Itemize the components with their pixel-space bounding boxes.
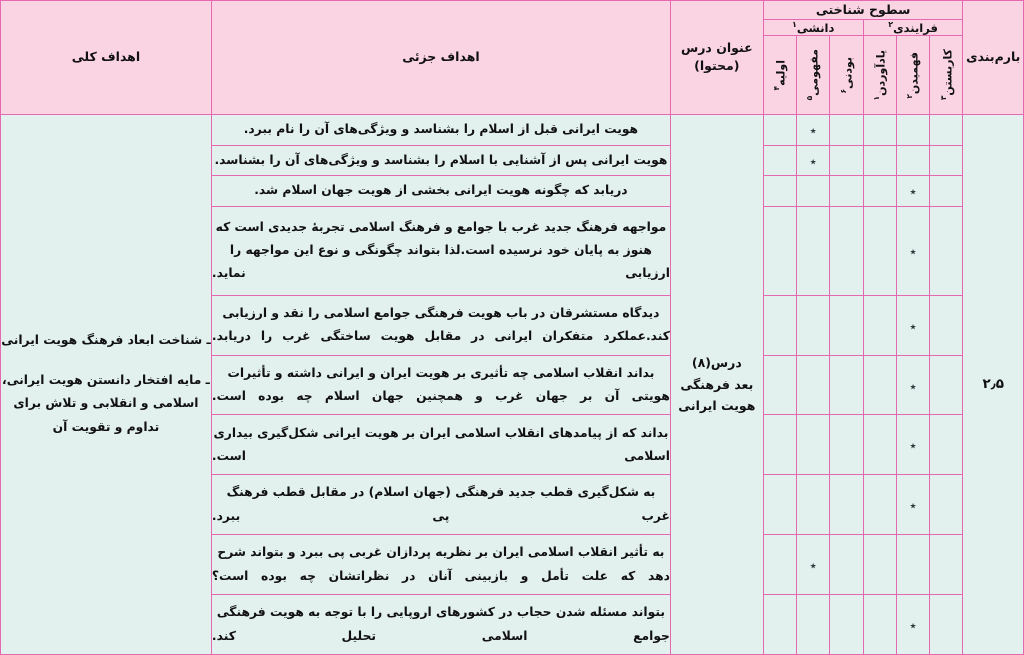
level-mark-cell-fahmidan[interactable] <box>896 145 929 176</box>
header-level-avvaliyeh-label: اولیه <box>774 59 788 86</box>
level-mark-cell-budani[interactable] <box>830 145 863 176</box>
level-mark-cell-avvaliyeh[interactable] <box>763 355 796 415</box>
overall-goal-bullet-1: ـ شناخت ابعاد فرهنگ هویت ایرانی <box>1 332 211 347</box>
level-mark-cell-karbastan[interactable] <box>930 475 963 535</box>
level-mark-asterisk: ٭ <box>809 124 817 140</box>
partial-goal-cell: به تأثیر انقلاب اسلامی ایران بر نظریه پردازان غربی پی ببرد و بتواند شرح دهد که علت تأمل و بازبینی آنان در نظراتشان چه بوده است؟ <box>211 535 670 595</box>
partial-goal-cell: بداند انقلاب اسلامی چه تأثیری بر هویت ایران و ایرانی داشته و تأثیرات هویتی آن بر جهان غرب و همچنین جهان اسلام چه بوده است. <box>211 355 670 415</box>
header-lesson-title-line1: عنوان درس <box>680 40 753 56</box>
header-lesson-title <box>670 1 763 115</box>
header-group-daneshi-label: دانشی <box>796 20 835 35</box>
lesson-title-cell <box>670 114 763 654</box>
barm-bandi-value: ۲٫۵ <box>963 114 1024 654</box>
level-mark-cell-fahmidan[interactable] <box>896 206 929 295</box>
level-mark-cell-fahmidan[interactable] <box>896 535 929 595</box>
level-mark-cell-mafhumi[interactable] <box>797 415 830 475</box>
header-level-fahmidan <box>896 35 929 114</box>
level-mark-cell-mafhumi[interactable] <box>797 145 830 176</box>
level-mark-asterisk: ٭ <box>909 319 917 335</box>
level-mark-cell-mafhumi[interactable] <box>797 535 830 595</box>
level-mark-cell-fahmidan[interactable] <box>896 355 929 415</box>
header-overall-goals: اهداف کلی <box>1 1 212 115</box>
level-mark-cell-mafhumi[interactable] <box>797 595 830 655</box>
header-level-budani-label: بودنی <box>841 56 855 89</box>
header-level-mafhumi-sup: ۵ <box>805 96 815 101</box>
level-mark-cell-fahmidan[interactable] <box>896 295 929 355</box>
level-mark-cell-avvaliyeh[interactable] <box>763 535 796 595</box>
header-barm-bandi: بارم‌بندی <box>963 1 1024 115</box>
header-level-yadavardan-rotated <box>864 36 896 114</box>
header-level-karbastan-label: کاربستن <box>941 49 955 96</box>
level-mark-cell-avvaliyeh[interactable] <box>763 114 796 145</box>
level-mark-asterisk: ٭ <box>809 559 817 575</box>
level-mark-cell-avvaliyeh[interactable] <box>763 176 796 207</box>
lesson-title-line-1: درس(۸) <box>691 354 742 370</box>
level-mark-cell-yadavardan[interactable] <box>863 176 896 207</box>
header-level-yadavardan-sup: ۱ <box>871 95 881 101</box>
level-mark-cell-yadavardan[interactable] <box>863 355 896 415</box>
level-mark-cell-budani[interactable] <box>830 595 863 655</box>
level-mark-cell-yadavardan[interactable] <box>863 145 896 176</box>
table-body <box>1 114 1024 654</box>
level-mark-asterisk: ٭ <box>909 499 917 515</box>
header-level-fahmidan-rotated <box>897 36 929 114</box>
header-lesson-title-line2: (محتوا) <box>694 58 740 74</box>
level-mark-asterisk: ٭ <box>909 379 917 395</box>
header-level-yadavardan-label: یادآوردن <box>874 49 888 96</box>
partial-goal-cell: دریابد که چگونه هویت ایرانی بخشی از هویت جهان اسلام شد. <box>211 176 670 207</box>
level-mark-cell-avvaliyeh[interactable] <box>763 206 796 295</box>
header-group-farayandi <box>863 20 963 36</box>
table-row <box>1 114 1024 145</box>
level-mark-cell-fahmidan[interactable] <box>896 415 929 475</box>
level-mark-cell-karbastan[interactable] <box>930 114 963 145</box>
header-level-budani-sup: ۶ <box>838 88 848 94</box>
level-mark-cell-yadavardan[interactable] <box>863 535 896 595</box>
header-partial-goals: اهداف جزئی <box>211 1 670 115</box>
header-level-karbastan <box>930 35 963 114</box>
level-mark-cell-budani[interactable] <box>830 355 863 415</box>
header-level-avvaliyeh <box>763 35 796 114</box>
partial-goal-cell: دیدگاه مستشرقان در باب هویت فرهنگی جوامع اسلامی را نقد و ارزیابی کند.عملکرد متفکران ایرانی در مقابل هویت ساختگی غرب را دریابد. <box>211 295 670 355</box>
overall-goals-cell <box>1 114 212 654</box>
level-mark-cell-karbastan[interactable] <box>930 595 963 655</box>
level-mark-cell-budani[interactable] <box>830 206 863 295</box>
level-mark-asterisk: ٭ <box>909 185 917 201</box>
header-level-fahmidan-sup: ۲ <box>905 93 915 99</box>
level-mark-cell-budani[interactable] <box>830 114 863 145</box>
level-mark-cell-avvaliyeh[interactable] <box>763 475 796 535</box>
level-mark-cell-yadavardan[interactable] <box>863 595 896 655</box>
header-level-avvaliyeh-sup: ۴ <box>772 85 782 91</box>
level-mark-cell-budani[interactable] <box>830 415 863 475</box>
level-mark-cell-karbastan[interactable] <box>930 295 963 355</box>
level-mark-cell-avvaliyeh[interactable] <box>763 145 796 176</box>
header-group-farayandi-label: فرایندی <box>893 20 938 35</box>
header-cognitive-levels: سطوح شناختی <box>763 1 963 20</box>
level-mark-cell-budani[interactable] <box>830 295 863 355</box>
level-mark-cell-avvaliyeh[interactable] <box>763 295 796 355</box>
partial-goal-cell: هویت ایرانی پس از آشنایی با اسلام را بشناسد و ویژگی‌های آن را بشناسد. <box>211 145 670 176</box>
level-mark-cell-mafhumi[interactable] <box>797 206 830 295</box>
header-level-mafhumi-rotated <box>797 36 829 114</box>
level-mark-cell-budani[interactable] <box>830 535 863 595</box>
header-level-budani-rotated <box>830 36 862 114</box>
lesson-title-line-2: بعد فرهنگی <box>680 376 754 392</box>
level-mark-cell-fahmidan[interactable] <box>896 176 929 207</box>
level-mark-cell-avvaliyeh[interactable] <box>763 415 796 475</box>
level-mark-cell-budani[interactable] <box>830 475 863 535</box>
header-level-yadavardan <box>863 35 896 114</box>
level-mark-cell-avvaliyeh[interactable] <box>763 595 796 655</box>
header-group-farayandi-sup: ۲ <box>888 20 894 30</box>
level-mark-cell-mafhumi[interactable] <box>797 475 830 535</box>
partial-goal-cell: مواجهه فرهنگ جدید غرب با جوامع و فرهنگ اسلامی تجربهٔ جدیدی است که هنوز به پایان خود نرسیده است.لذا بتواند چگونگی و نوع این مواجهه را ارزیابی نماید. <box>211 206 670 295</box>
level-mark-asterisk: ٭ <box>909 439 917 455</box>
level-mark-cell-yadavardan[interactable] <box>863 206 896 295</box>
level-mark-cell-karbastan[interactable] <box>930 176 963 207</box>
level-mark-cell-mafhumi[interactable] <box>797 295 830 355</box>
level-mark-cell-budani[interactable] <box>830 176 863 207</box>
level-mark-cell-fahmidan[interactable] <box>896 475 929 535</box>
header-row-1 <box>1 1 1024 20</box>
level-mark-cell-mafhumi[interactable] <box>797 355 830 415</box>
partial-goal-cell: به شکل‌گیری قطب جدید فرهنگی (جهان اسلام) در مقابل قطب فرهنگ غرب پی ببرد. <box>211 475 670 535</box>
partial-goal-cell: بتواند مسئله شدن حجاب در کشورهای اروپایی را با توجه به هویت فرهنگی جوامع اسلامی تحلیل کند. <box>211 595 670 655</box>
table-header <box>1 1 1024 115</box>
level-mark-cell-mafhumi[interactable] <box>797 176 830 207</box>
header-level-budani <box>830 35 863 114</box>
level-mark-cell-karbastan[interactable] <box>930 206 963 295</box>
level-mark-cell-karbastan[interactable] <box>930 355 963 415</box>
header-group-daneshi <box>763 20 863 36</box>
lesson-title-line-3: هویت ایرانی <box>678 398 756 414</box>
header-group-daneshi-sup: ۱ <box>791 20 797 30</box>
level-mark-cell-yadavardan[interactable] <box>863 114 896 145</box>
header-level-mafhumi <box>797 35 830 114</box>
partial-goal-cell: بداند که از پیامدهای انقلاب اسلامی ایران بر هویت ایرانی شکل‌گیری بیداری اسلامی است. <box>211 415 670 475</box>
level-mark-cell-fahmidan[interactable] <box>896 595 929 655</box>
level-mark-cell-karbastan[interactable] <box>930 415 963 475</box>
header-level-mafhumi-label: مفهومی <box>808 49 822 97</box>
level-mark-cell-yadavardan[interactable] <box>863 295 896 355</box>
level-mark-cell-karbastan[interactable] <box>930 145 963 176</box>
level-mark-cell-yadavardan[interactable] <box>863 415 896 475</box>
level-mark-cell-mafhumi[interactable] <box>797 114 830 145</box>
level-mark-cell-fahmidan[interactable] <box>896 114 929 145</box>
level-mark-asterisk: ٭ <box>909 245 917 261</box>
level-mark-asterisk: ٭ <box>909 619 917 635</box>
level-mark-cell-yadavardan[interactable] <box>863 475 896 535</box>
header-level-avvaliyeh-rotated <box>764 36 796 114</box>
header-level-karbastan-rotated <box>930 36 962 114</box>
overall-goal-bullet-2: ـ مایه افتخار دانستن هویت ایرانی، اسلامی و انقلابی و تلاش برای تداوم و تقویت آن <box>2 372 210 435</box>
level-mark-cell-karbastan[interactable] <box>930 535 963 595</box>
header-level-karbastan-sup: ۳ <box>938 95 948 101</box>
partial-goal-cell: هویت ایرانی قبل از اسلام را بشناسد و ویژگی‌های آن را نام ببرد. <box>211 114 670 145</box>
header-level-fahmidan-label: فهمیدن <box>907 51 921 94</box>
level-mark-asterisk: ٭ <box>809 154 817 170</box>
